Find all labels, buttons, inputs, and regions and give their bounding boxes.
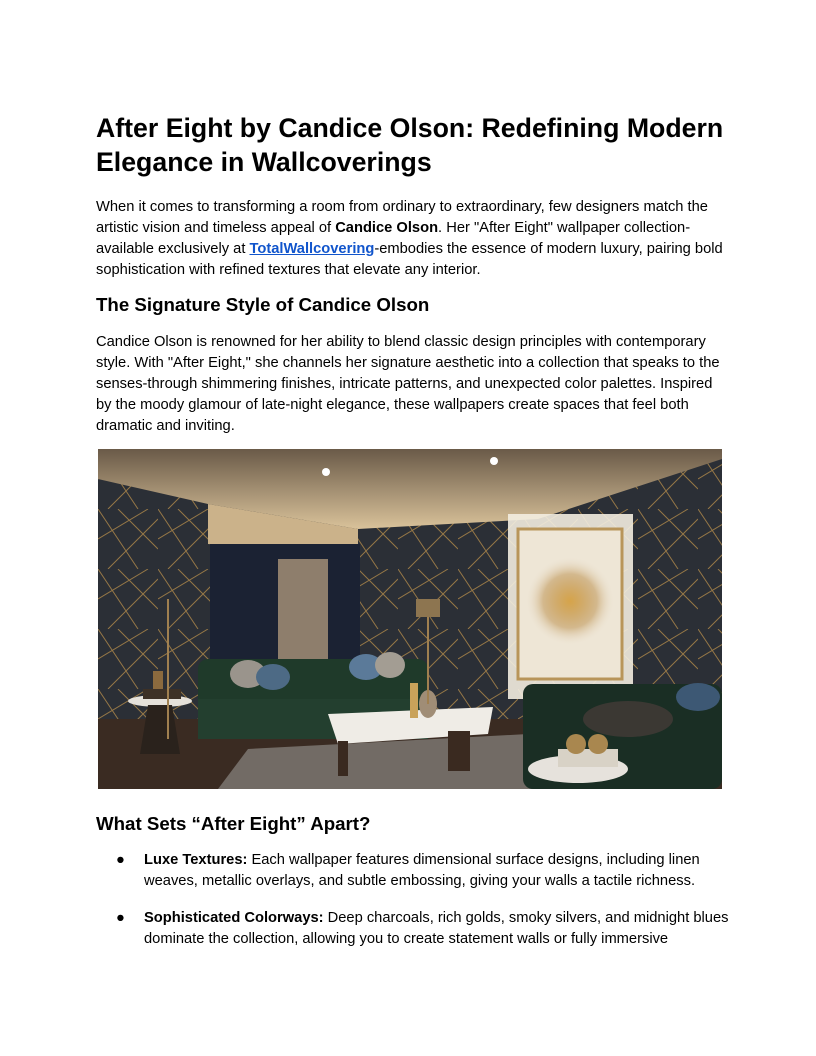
document-title-block [96, 111, 728, 179]
features-list [96, 850, 728, 950]
bullet-icon: ● [116, 910, 125, 926]
room-illustration [98, 449, 722, 789]
bullet-icon: ● [116, 852, 125, 868]
section-heading-signature-style: The Signature Style of Candice Olson [96, 294, 430, 315]
living-room-image [98, 449, 722, 789]
list-item: ● Sophisticated Colorways: Deep charcoals, rich golds, smoky silvers, and midnight blues dominate the collection, allowing you to create statement walls or fully immersive [116, 910, 729, 947]
section-heading-what-sets-apart: What Sets “After Eight” Apart? [96, 813, 371, 834]
intro-paragraph-block [96, 197, 728, 281]
list-item: ● Luxe Textures: Each wallpaper features dimensional surface designs, including linen weaves, metallic overlays, and subtle embossing, giving your walls a tactile richness. [116, 852, 700, 889]
page-title: After Eight by Candice Olson: Redefining Modern Elegance in Wallcoverings [96, 113, 724, 177]
designer-name: Candice Olson [335, 220, 439, 236]
totalwallcovering-link[interactable]: TotalWallcovering [249, 241, 375, 257]
signature-style-paragraph: Candice Olson is renowned for her ability to blend classic design principles with contemporary style. With "After Eight," she channels her signature aesthetic into a collection that speaks to the senses-through shimmering finishes, intricate patterns, and unexpected color palettes. Inspired by the moody glamour of late-night elegance, these wallpapers create spaces that feel both dramatic and inviting. [96, 334, 720, 434]
intro-paragraph: When it comes to transforming a room from ordinary to extraordinary, few designers match the artistic vision and timeless appeal of Candice Olson. Her "After Eight" wallpaper collection-available exclusively at TotalWallcovering-embodies the essence of modern luxury, pairing bold sophistication with refined textures that elevate any interior. [96, 199, 723, 278]
